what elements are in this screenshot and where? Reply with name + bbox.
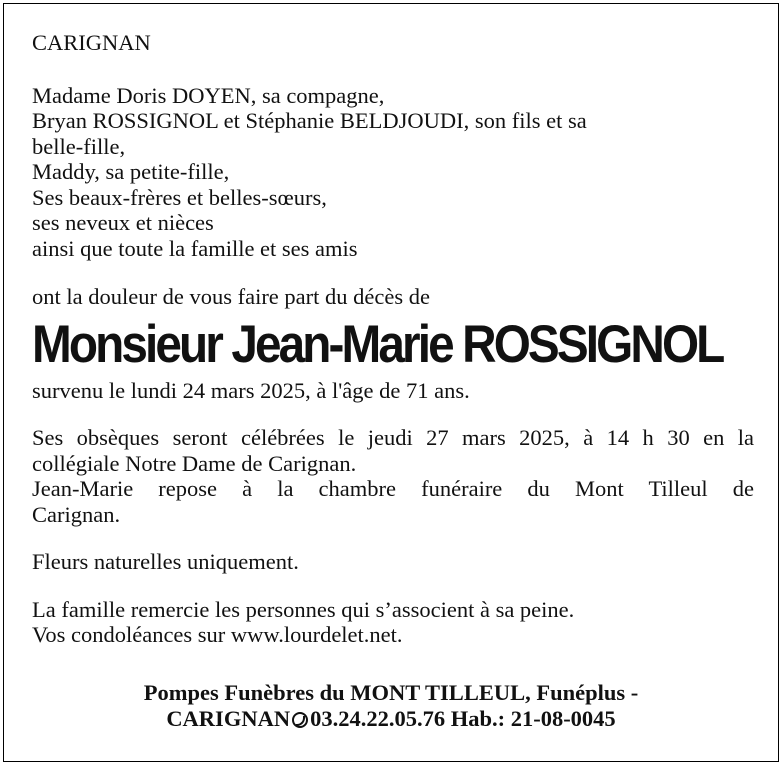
family-list <box>32 83 754 262</box>
family-line: Bryan ROSSIGNOL et Stéphanie BELDJOUDI, son fils et sa <box>32 108 587 133</box>
obituary-notice <box>32 30 754 648</box>
deceased-name: Monsieur Jean-Marie ROSSIGNOL <box>32 314 723 374</box>
funeral-home-name: Pompes Funèbres du MONT TILLEUL, Funéplus - <box>143 680 639 705</box>
condolences-text: Vos condoléances sur www.lourdelet.net. <box>32 622 403 647</box>
phone-icon <box>292 712 308 728</box>
family-line: Maddy, sa petite-fille, <box>32 159 230 184</box>
contact-details: 03.24.22.05.76 Hab.: 21-08-0045 <box>310 706 616 731</box>
company-town: CARIGNAN <box>166 706 291 731</box>
thanks-block <box>32 597 754 648</box>
funeral-line: collégiale Notre Dame de Carignan. <box>32 450 357 476</box>
family-line: ainsi que toute la famille et ses amis <box>32 235 358 261</box>
funeral-line: Ses obsèques seront célébrées le jeudi 27 mars 2025, à 14 h 30 en la <box>32 425 754 450</box>
town-heading: CARIGNAN <box>32 30 151 55</box>
flowers-text: Fleurs naturelles uniquement. <box>32 549 299 574</box>
family-line: belle-fille, <box>32 133 126 159</box>
family-line: Madame Doris DOYEN, sa compagne, <box>32 82 385 108</box>
rest-line: Carignan. <box>32 501 121 527</box>
funeral-details <box>32 425 754 527</box>
family-line: Ses beaux-frères et belles-sœurs, <box>32 184 327 210</box>
funeral-home-footer <box>3 680 779 732</box>
funeral-home-contact <box>3 706 779 732</box>
rest-line: Jean-Marie repose à la chambre funéraire du Mont Tilleul de <box>32 476 754 501</box>
death-date-text: survenu le lundi 24 mars 2025, à l'âge de 71 ans. <box>32 377 470 403</box>
announcement-text: ont la douleur de vous faire part du décès de <box>32 284 430 309</box>
family-line: ses neveux et nièces <box>32 210 214 235</box>
thanks-text: La famille remercie les personnes qui s’associent à sa peine. <box>32 596 575 622</box>
